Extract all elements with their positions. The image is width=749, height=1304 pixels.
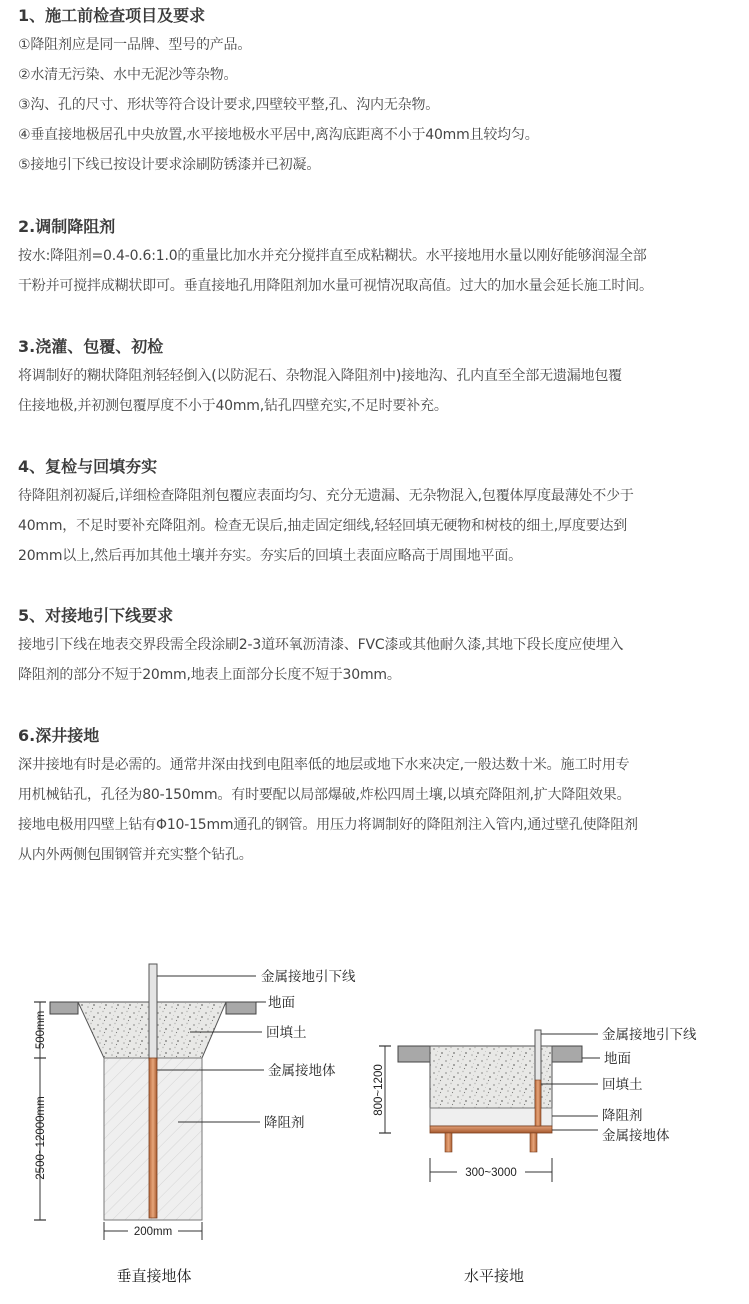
paragraph-line: 20mm以上,然后再加其他土壤并夯实。夯实后的回填土表面应略高于周围地平面。 <box>18 548 522 564</box>
h-ground-slab-right <box>552 1046 582 1062</box>
vertical-dim-depth: 2500~12000mm <box>35 1096 47 1180</box>
vertical-label-backfill: 回填土 <box>266 1025 307 1041</box>
paragraph-line: ②水清无污染、水中无泥沙等杂物。 <box>18 67 238 83</box>
paragraph-line: 降阻剂的部分不短于20mm,地表上面部分长度不短于30mm。 <box>18 667 401 683</box>
vertical-dim-width: 200mm <box>133 1226 173 1238</box>
paragraph-line: 按水:降阻剂=0.4-0.6:1.0的重量比加水并充分搅拌直至成粘糊状。水平接地用水量以刚好能够润湿全部 <box>18 248 647 264</box>
paragraph-line: 从内外两侧包围钢管并充实整个钻孔。 <box>18 847 253 863</box>
horizontal-label-reducer: 降阻剂 <box>602 1108 643 1124</box>
paragraph-line: 用机械钻孔，孔径为80-150mm。有时要配以局部爆破,炸松四周土壤,以填充降阻剂,扩大降阻效果。 <box>18 787 631 803</box>
section-heading: 4、复检与回填夯实 <box>18 457 158 476</box>
horizontal-dim-depth: 800~1200 <box>373 1064 385 1116</box>
vertical-grounding-figure <box>34 964 356 1285</box>
paragraph-line: ①降阻剂应是同一品牌、型号的产品。 <box>18 37 252 53</box>
paragraph-line: ⑤接地引下线已按设计要求涂刷防锈漆并已初凝。 <box>18 157 321 173</box>
section-heading: 5、对接地引下线要求 <box>18 606 174 625</box>
horizontal-label-ground-surface: 地面 <box>604 1051 631 1067</box>
vertical-label-metal-electrode: 金属接地体 <box>268 1063 336 1079</box>
section-heading: 6.深井接地 <box>18 726 100 745</box>
metal-electrode-rod <box>149 1058 157 1218</box>
ground-slab-left <box>50 1002 78 1014</box>
vertical-caption: 垂直接地体 <box>116 1267 192 1285</box>
paragraph-line: 40mm，不足时要补充降阻剂。检查无误后,抽走固定细线,轻轻回填无硬物和树枝的细土,厚度要达到 <box>18 518 628 534</box>
horizontal-dim-width: 300~3000 <box>465 1167 517 1179</box>
section-2 <box>18 213 746 301</box>
section-heading: 1、施工前检查项目及要求 <box>18 6 206 25</box>
paragraph-line: 接地引下线在地表交界段需全段涂刷2-3道环氧沥清漆、FVC漆或其他耐久漆,其地下段长度应使埋入 <box>18 637 624 653</box>
paragraph-line: ③沟、孔的尺寸、形状等符合设计要求,四壁较平整,孔、沟内无杂物。 <box>18 97 440 113</box>
horizontal-label-down-conductor: 金属接地引下线 <box>602 1027 697 1043</box>
h-electrode-leg-left <box>445 1133 452 1152</box>
vertical-label-reducer: 降阻剂 <box>264 1115 305 1131</box>
horizontal-label-metal-electrode: 金属接地体 <box>602 1128 670 1144</box>
h-metal-electrode-bar <box>430 1126 552 1133</box>
down-conductor-rod <box>149 964 157 1060</box>
section-1 <box>18 2 746 180</box>
horizontal-grounding-figure <box>373 1026 697 1285</box>
h-backfill-soil-area <box>430 1046 552 1108</box>
paragraph-line: 接地电极用四壁上钻有Φ10-15mm通孔的钢管。用压力将调制好的降阻剂注入管内,通过壁孔使降阻剂 <box>18 817 638 833</box>
section-3 <box>18 333 746 421</box>
paragraph-line: ④垂直接地极居孔中央放置,水平接地极水平居中,离沟底距离不小于40mm且较均匀。 <box>18 127 539 143</box>
vertical-label-ground-surface: 地面 <box>268 995 295 1011</box>
vertical-dim-top: 500mm <box>35 1010 47 1050</box>
section-heading: 2.调制降阻剂 <box>18 217 116 236</box>
paragraph-line: 住接地极,并初测包覆厚度不小于40mm,钻孔四壁充实,不足时要补充。 <box>18 398 448 414</box>
h-electrode-leg-right <box>530 1133 537 1152</box>
paragraph-line: 将调制好的糊状降阻剂轻轻倒入(以防泥石、杂物混入降阻剂中)接地沟、孔内直至全部无遗漏地包覆 <box>18 368 622 384</box>
h-reducer-layer <box>430 1108 552 1126</box>
paragraph-line: 深井接地有时是必需的。通常井深由找到电阻率低的地层或地下水来决定,一般达数十米。施工时用专 <box>18 757 630 773</box>
section-heading: 3.浇灌、包覆、初检 <box>18 337 164 356</box>
paragraph-line: 干粉并可搅拌成糊状即可。垂直接地孔用降阻剂加水量可视情况取高值。过大的加水量会延长施工时间。 <box>18 278 653 294</box>
h-down-conductor-copper <box>535 1080 541 1126</box>
grounding-diagram <box>0 950 749 1304</box>
vertical-label-down-conductor: 金属接地引下线 <box>261 969 356 985</box>
ground-slab-right <box>226 1002 256 1014</box>
section-5 <box>18 602 746 690</box>
horizontal-label-backfill: 回填土 <box>602 1077 643 1093</box>
h-ground-slab-left <box>398 1046 430 1062</box>
section-6 <box>18 722 746 870</box>
section-4 <box>18 453 746 571</box>
horizontal-caption: 水平接地 <box>463 1267 525 1285</box>
paragraph-line: 待降阻剂初凝后,详细检查降阻剂包覆应表面均匀、充分无遗漏、无杂物混入,包覆体厚度最薄处不少于 <box>18 488 634 504</box>
